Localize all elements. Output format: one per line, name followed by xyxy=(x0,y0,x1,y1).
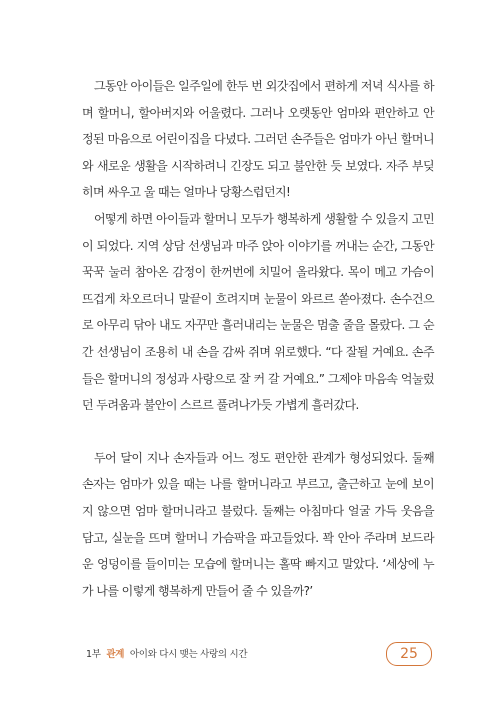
page-number-badge: 25 xyxy=(386,642,432,666)
paragraph-3: 두어 달이 지나 손자들과 어느 정도 편안한 관계가 형성되었다. 둘째 손자는 엄마가 있을 때는 나를 할머니라고 부르고, 출근하고 눈에 보이지 않으면 엄마 할머니라고 불렀다. 둘째는 아침마다 얼굴 가득 웃음을 담고, 실눈을 뜨며 할머니 가슴팍을 파고들었다. 꽉 안아 주라며 보드라운 엉덩이를 들이미는 모습에 할머니는 홀딱 빠지고 말았다. ‘세상에 누가 나를 이렇게 행복하게 만들어 줄 수 있을까?’ xyxy=(82,450,434,598)
part-label: 1부 xyxy=(86,649,101,660)
body-text xyxy=(82,73,434,604)
paragraph-1: 그동안 아이들은 일주일에 한두 번 외갓집에서 편하게 저녁 식사를 하며 할머니, 할아버지와 어울렸다. 그러나 오랫동안 엄마와 편안하고 안정된 마음으로 어린이집을 다녔다. 그러던 손주들은 엄마가 아닌 할머니와 새로운 생활을 시작하려니 긴장도 되고 불안한 듯 보였다. 자주 부딪히며 싸우고 울 때는 얼마나 당황스럽던지! xyxy=(82,79,434,200)
chapter-subtitle: 아이와 다시 맺는 사랑의 시간 xyxy=(129,649,248,660)
page-footer xyxy=(86,642,446,666)
paragraph-2: 어떻게 하면 아이들과 할머니 모두가 행복하게 생활할 수 있을지 고민이 되었다. 지역 상담 선생님과 마주 앉아 이야기를 꺼내는 순간, 그동안 꾹꾹 눌러 참아온 감정이 한꺼번에 치밀어 올라왔다. 목이 메고 가슴이 뜨겁게 차오르더니 말끝이 흐려지며 눈물이 와르르 쏟아졌다. 손수건으로 아무리 닦아 내도 자꾸만 흘러내리는 눈물은 멈출 줄을 몰랐다. 그 순간 선생님이 조용히 내 손을 감싸 쥐며 위로했다. “다 잘될 거예요. 손주들은 할머니의 정성과 사랑으로 잘 커 갈 거예요.” 그제야 마음속 억눌렀던 두려움과 불안이 스르르 풀려나가듯 가볍게 흘러갔다. xyxy=(82,211,434,413)
running-footer xyxy=(86,646,247,660)
chapter-label: 관계 xyxy=(106,649,125,660)
section-gap xyxy=(82,419,434,445)
